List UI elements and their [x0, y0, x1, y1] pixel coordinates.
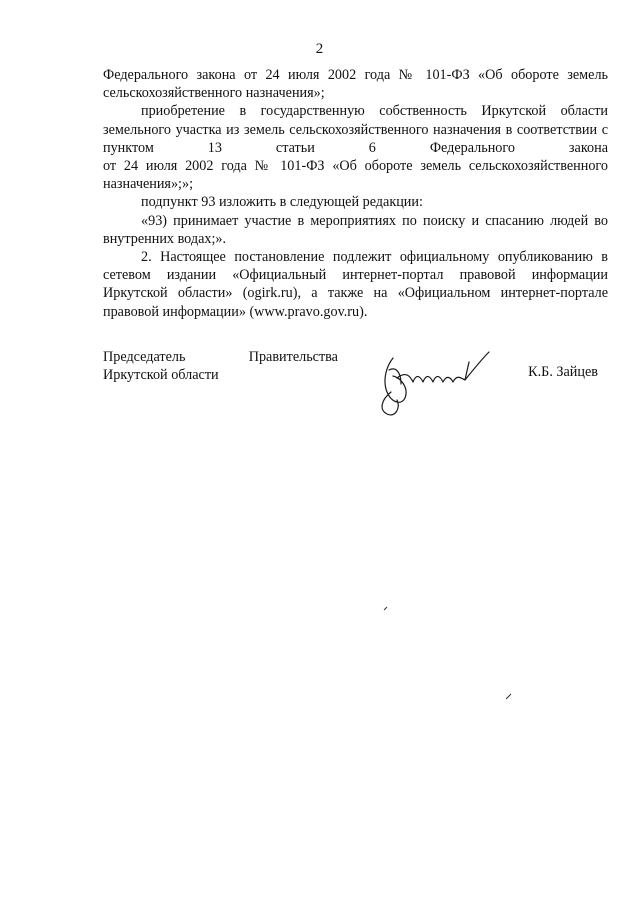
signatory-title-word-1: Председатель	[103, 349, 186, 365]
paragraph-publication: 2. Настоящее постановление подлежит официальному опубликованию в сетевом издании «Официальный интернет-портал правовой информации Иркутской области» (ogirk.ru), а также на «Официальном интернет-портале правовой информации» (www.pravo.gov.ru).	[103, 249, 608, 320]
paragraph-subpoint-93-intro: подпункт 93 изложить в следующей редакции:	[141, 194, 423, 211]
page-number: 2	[315, 41, 324, 57]
handwritten-signature	[371, 348, 501, 418]
signatory-name: К.Б. Зайцев	[528, 364, 598, 380]
paragraph-acquisition: приобретение в государственную собственность Иркутской области земельного участка из земель сельскохозяйственного назначения в соответствии с пунктом 13 статьи 6 Федерального закона	[103, 103, 608, 156]
scan-artifact	[383, 606, 389, 612]
signatory-title-line-2: Иркутской области	[103, 367, 219, 384]
paragraph-law-reference-continued: от 24 июля 2002 года № 101-ФЗ «Об обороте земель сельскохозяйственного назначения»;»;	[103, 158, 608, 193]
signatory-title-word-2: Правительства	[248, 349, 338, 365]
document-body	[103, 66, 608, 321]
signatory-title	[103, 348, 338, 384]
paragraph-law-reference: Федерального закона от 24 июля 2002 года № 101-ФЗ «Об обороте земель сельскохозяйственного назначения»;	[103, 67, 608, 102]
scan-artifact	[505, 693, 513, 701]
paragraph-subpoint-93-text: «93) принимает участие в мероприятиях по поиску и спасанию людей во внутренних водах;».	[103, 212, 608, 247]
signature-block	[103, 348, 608, 418]
